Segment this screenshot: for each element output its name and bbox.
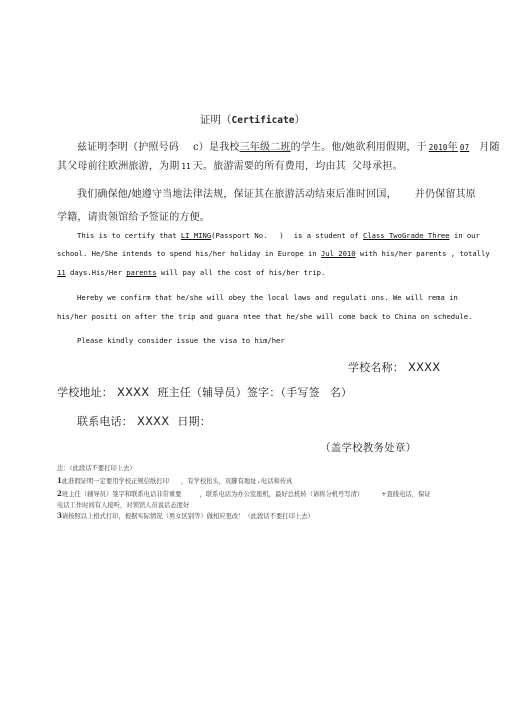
text: 天。旅游需要的所有费用，均由其	[192, 161, 346, 172]
text: 年	[447, 142, 458, 153]
note-3	[57, 511, 314, 520]
text: 并仍保留其原	[414, 189, 476, 200]
text: 我们确保他/她遵守当地法律法规，保证其在旅游活动结束后准时回国，	[77, 189, 397, 200]
school-name	[348, 359, 440, 375]
cn-para2-line1	[77, 185, 476, 200]
school-name-label: 学校名称：	[348, 361, 404, 374]
text: This is to certify that	[77, 231, 177, 240]
text: 兹证明李明（护照号码	[77, 142, 179, 153]
note-2-line2: 电话工作时间有人接听，对领馆人员说话态度好	[57, 502, 190, 509]
year: 2010	[428, 143, 448, 152]
stamp-note: （盖学校教务处章）	[320, 442, 417, 454]
school-address-label: 学校地址：	[57, 386, 113, 399]
text: 此准假证明一定要用学校正规信纸打印	[61, 478, 169, 485]
text: c）是我校	[193, 142, 240, 153]
en-para2-line2: his/her positi on after the trip and guara ntee that he/she will come back to China on schedule.	[57, 312, 473, 321]
text: in our	[453, 231, 480, 240]
note-number: 3	[57, 511, 62, 520]
contact-line	[77, 413, 211, 429]
text: will pay all the cost of his/her trip.	[160, 268, 326, 277]
contact-label: 联系电话：	[77, 415, 133, 428]
title-prefix: 证明（	[200, 114, 232, 126]
cn-para1-line1	[77, 138, 500, 153]
text: 请按照以上格式打印，根据实际情况（男女区别等）做相应更改	[61, 513, 239, 520]
teacher-signature-suffix: 名）	[329, 386, 353, 399]
text: days.His/Her	[69, 268, 122, 277]
notes-header: 注：（此段话不要打印上去）	[57, 465, 136, 472]
student-name: LI MING	[180, 231, 212, 240]
en-para2-line1: Hereby we confirm that he/she will obey the local laws and regulati ons. We will rema in	[77, 293, 458, 302]
en-para1-line1	[77, 231, 480, 240]
teacher-signature-label: 班主任（辅导员）签字：（手写签	[157, 386, 320, 399]
text: is a student of	[293, 231, 359, 240]
school-address-line	[57, 384, 352, 400]
note-number: 2	[57, 489, 62, 498]
text: with his/her parents , totally	[359, 249, 490, 258]
title-english: Certificate	[231, 115, 295, 126]
date-label: 日期：	[177, 415, 211, 428]
text: 班主任（辅导员）签字和联系电话非常重要	[61, 491, 182, 498]
page-title	[0, 112, 505, 127]
school-address-value: XXXX	[117, 385, 150, 399]
text: ！（此段话不要打印上去）	[238, 513, 314, 520]
note-1: 1此准假证明一定要用学校正规信纸打印 ，有学校抬头，页脚有地址.电话和传真	[57, 476, 293, 485]
contact-value: XXXX	[137, 414, 170, 428]
month: 07	[459, 143, 470, 152]
note-2	[57, 489, 431, 498]
class-name: Class TwoGrade Three	[363, 231, 450, 240]
title-suffix: ）	[294, 114, 305, 126]
text: 父母承担。	[351, 161, 403, 172]
school-name-value: XXXX	[408, 360, 441, 374]
en-para3: Please kindly consider issue the visa to him/her	[77, 336, 285, 345]
text: )	[279, 231, 284, 240]
text: 电话和传真	[260, 478, 293, 485]
text: +直线电话，保证	[381, 491, 431, 498]
text: 月随	[479, 142, 500, 153]
travel-date: Jul 2010	[320, 249, 356, 258]
days: 11	[57, 268, 66, 277]
text: school. He/She intends to spend his/her holiday in Europe in	[57, 249, 317, 258]
en-para1-line3	[57, 268, 325, 277]
cn-para2-line2: 学籍，请贵领馆给予签证的方便。	[57, 212, 210, 223]
parents: parents	[126, 268, 157, 277]
text: (Passport No.	[211, 231, 268, 240]
text: ，有学校抬头，页脚有地址	[180, 478, 257, 485]
cn-para1-line2	[57, 157, 403, 172]
text: 其父母前往欧洲旅游，为期	[57, 161, 180, 172]
class-underlined: 三年级二班	[239, 142, 291, 153]
note-number: 1	[57, 476, 62, 485]
text: ，联系电话为办公室座机，最好总机转（请将分机号写清）	[199, 491, 364, 498]
days: 11	[181, 162, 191, 171]
text: 的学生。他/她欲利用假期，于	[290, 142, 427, 153]
en-para1-line2	[57, 249, 490, 258]
